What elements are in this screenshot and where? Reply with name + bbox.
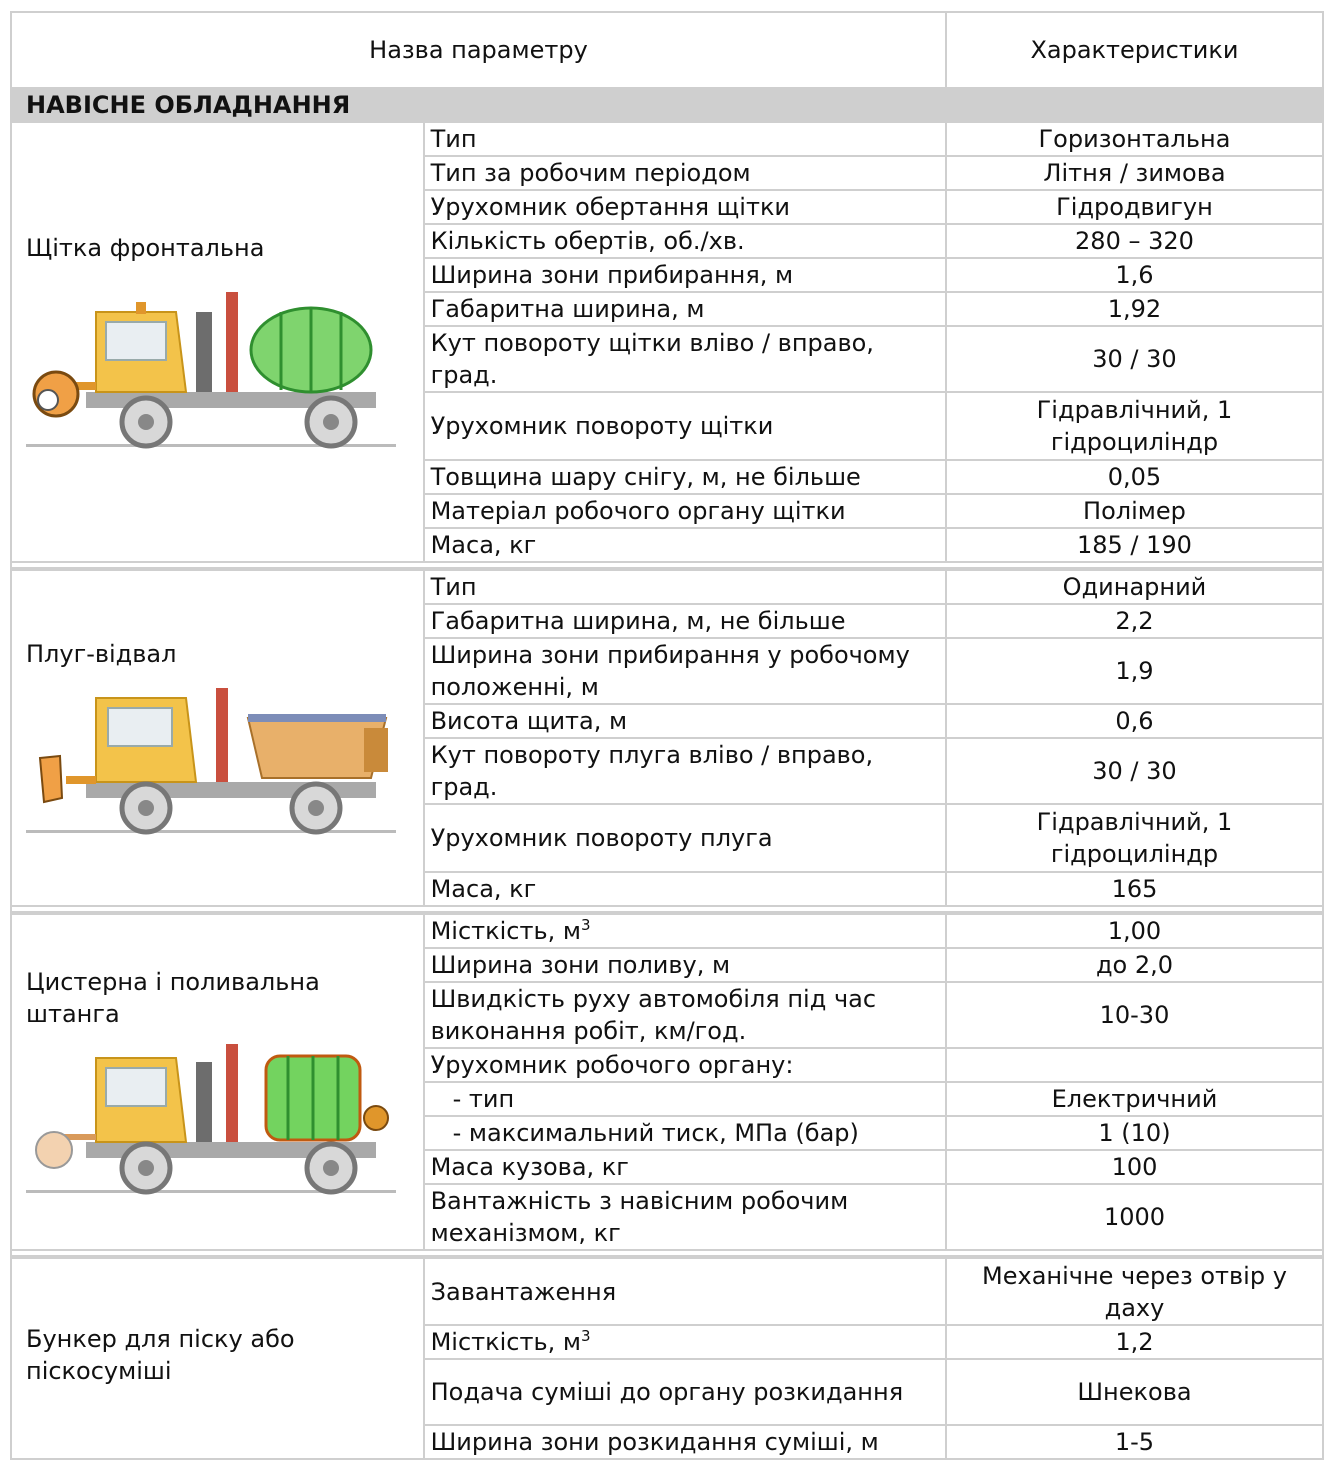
param-cell: Кількість обертів, об./хв. <box>424 224 946 258</box>
param-cell: Швидкість руху автомобіля під час виконання робіт, км/год. <box>424 982 946 1048</box>
param-cell: Товщина шару снігу, м, не більше <box>424 460 946 494</box>
param-cell: Габаритна ширина, м, не більше <box>424 604 946 638</box>
param-cell <box>424 1325 946 1359</box>
value-cell: Літня / зимова <box>946 156 1323 190</box>
param-cell: Ширина зони прибирання, м <box>424 258 946 292</box>
param-cell: Урухомник повороту плуга <box>424 804 946 872</box>
value-cell: Одинарний <box>946 569 1323 604</box>
group-name: Цистерна і поливальна штанга <box>26 968 320 1028</box>
param-cell: Урухомник робочого органу: <box>424 1048 946 1082</box>
param-cell: Кут повороту плуга вліво / вправо, град. <box>424 738 946 804</box>
header-param: Назва параметру <box>11 12 946 88</box>
value-cell: 1,9 <box>946 638 1323 704</box>
param-cell: Урухомник повороту щітки <box>424 392 946 460</box>
section-title: НАВІСНЕ ОБЛАДНАННЯ <box>11 88 1323 122</box>
value-cell: Полімер <box>946 494 1323 528</box>
value-cell: 1 (10) <box>946 1116 1323 1150</box>
param-cell <box>424 913 946 948</box>
group-cell-tank <box>11 913 424 1250</box>
value-cell: 2,2 <box>946 604 1323 638</box>
param-cell: Вантажність з навісним робочим механізмом, кг <box>424 1184 946 1250</box>
header-row <box>11 12 1323 88</box>
value-cell: 1,00 <box>946 913 1323 948</box>
value-cell: 1,6 <box>946 258 1323 292</box>
param-cell: Ширина зони прибирання у робочому положенні, м <box>424 638 946 704</box>
param-cell: Матеріал робочого органу щітки <box>424 494 946 528</box>
table-row <box>11 122 1323 156</box>
param-cell: Урухомник обертання щітки <box>424 190 946 224</box>
param-cell: Висота щита, м <box>424 704 946 738</box>
table-row <box>11 913 1323 948</box>
truck-plough-illustration <box>26 678 396 838</box>
group-separator <box>11 562 1323 569</box>
value-cell: 0,6 <box>946 704 1323 738</box>
value-cell: 1,2 <box>946 1325 1323 1359</box>
group-cell-plough <box>11 569 424 906</box>
group-name: Бункер для піску або піскосуміші <box>26 1324 295 1385</box>
value-cell: 30 / 30 <box>946 738 1323 804</box>
value-cell: 0,05 <box>946 460 1323 494</box>
value-cell: Горизонтальна <box>946 122 1323 156</box>
group-cell-hopper <box>11 1257 424 1459</box>
value-cell: Електричний <box>946 1082 1323 1116</box>
spec-table <box>10 11 1324 1460</box>
value-cell: 30 / 30 <box>946 326 1323 392</box>
param-cell: Тип <box>424 122 946 156</box>
superscript: 3 <box>581 1327 591 1345</box>
param-text: Місткість, м <box>430 917 581 945</box>
param-cell: Ширина зони розкидання суміші, м <box>424 1425 946 1459</box>
param-cell: Маса, кг <box>424 528 946 562</box>
value-cell: Гідравлічний, 1 гідроциліндр <box>946 392 1323 460</box>
param-cell: Маса кузова, кг <box>424 1150 946 1184</box>
value-cell: 165 <box>946 872 1323 906</box>
table-row <box>11 1257 1323 1325</box>
param-cell: Тип <box>424 569 946 604</box>
param-cell: Подача суміші до органу розкидання <box>424 1359 946 1425</box>
param-text: Місткість, м <box>430 1328 581 1356</box>
value-cell: Гідродвигун <box>946 190 1323 224</box>
value-cell: 1,92 <box>946 292 1323 326</box>
value-cell: 1-5 <box>946 1425 1323 1459</box>
value-cell: до 2,0 <box>946 948 1323 982</box>
value-cell <box>946 1048 1323 1082</box>
group-cell-brush <box>11 122 424 562</box>
value-cell: 185 / 190 <box>946 528 1323 562</box>
param-cell: Завантаження <box>424 1257 946 1325</box>
param-cell: Кут повороту щітки вліво / вправо, град. <box>424 326 946 392</box>
truck-brush-illustration <box>26 272 396 452</box>
group-separator <box>11 906 1323 913</box>
group-name: Плуг-відвал <box>26 640 177 668</box>
param-cell: - тип <box>424 1082 946 1116</box>
superscript: 3 <box>581 916 591 934</box>
value-cell: 1000 <box>946 1184 1323 1250</box>
table-row <box>11 569 1323 604</box>
value-cell: 280 – 320 <box>946 224 1323 258</box>
value-cell: Гідравлічний, 1 гідроциліндр <box>946 804 1323 872</box>
param-cell: Маса, кг <box>424 872 946 906</box>
value-cell: Механічне через отвір у даху <box>946 1257 1323 1325</box>
header-value: Характеристики <box>946 12 1323 88</box>
param-cell: - максимальний тиск, МПа (бар) <box>424 1116 946 1150</box>
group-name: Щітка фронтальна <box>26 234 265 262</box>
param-cell: Габаритна ширина, м <box>424 292 946 326</box>
param-cell: Тип за робочим періодом <box>424 156 946 190</box>
value-cell: 10-30 <box>946 982 1323 1048</box>
value-cell: 100 <box>946 1150 1323 1184</box>
truck-tank-illustration <box>26 1038 396 1198</box>
section-row <box>11 88 1323 122</box>
param-cell: Ширина зони поливу, м <box>424 948 946 982</box>
value-cell: Шнекова <box>946 1359 1323 1425</box>
group-separator <box>11 1250 1323 1257</box>
